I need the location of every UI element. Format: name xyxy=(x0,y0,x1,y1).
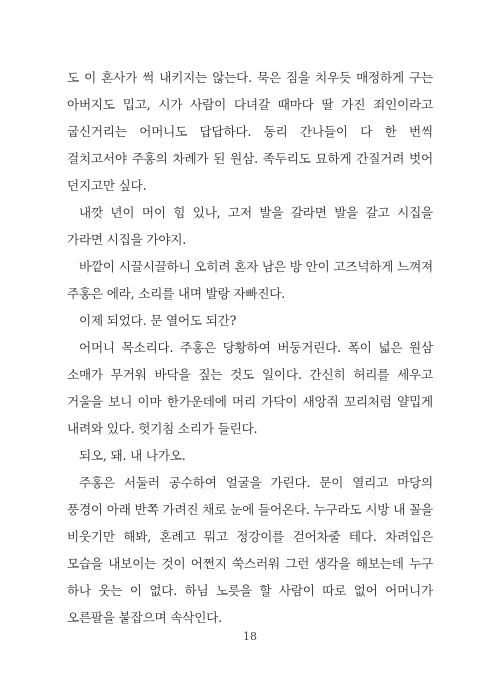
paragraph: 주홍은 서둘러 공수하여 얼굴을 가린다. 문이 열리고 마당의 풍경이 아래 반쪽 가려진 채로 눈에 들어온다. 누구라도 시방 내 꼴을 비웃기만 해봐, 혼례고 뭐고 정강이를 걷어차줄 테다. 차려입은 모습을 내보이는 것이 어쩐지 쑥스러워 그런 생각을 해보는데 누구 하나 웃는 이 없다. 하님 노릇을 할 사람이 따로 없어 어머니가 오른팔을 붙잡으며 속삭인다. xyxy=(67,475,433,625)
paragraph: 바깥이 시끌시끌하니 오히려 혼자 남은 방 안이 고즈넉하게 느껴져 주홍은 에라, 소리를 내며 발랑 자빠진다. xyxy=(67,259,433,301)
paragraph: 되오, 돼. 내 나가오. xyxy=(79,448,186,463)
body-text xyxy=(67,64,433,631)
paragraph: 내깟 년이 머이 힘 있나, 고저 발을 갈라면 발을 갈고 시집을 가라면 시집을 가야지. xyxy=(67,205,433,247)
paragraph: 어머니 목소리다. 주홍은 당황하여 버둥거린다. 폭이 넓은 원삼 소매가 무거워 바닥을 짚는 것도 일이다. 간신히 허리를 세우고 거울을 보니 이마 한가운데에 머리 가닥이 새앙쥐 꼬리처럼 얄밉게 내려와 있다. 헛기침 소리가 들린다. xyxy=(67,340,433,436)
page-number: 18 xyxy=(243,630,257,643)
paragraph-continued: 도 이 혼사가 썩 내키지는 않는다. 묵은 짐을 치우듯 매정하게 구는 아버지도 밉고, 시가 사람이 다녀갈 때마다 딸 가진 죄인이라고 굽신거리는 어머니도 답답하다. 동리 간나들이 다 한 번씩 걸치고서야 주홍의 차례가 된 원삼. 족두리도 묘하게 간질거려 벗어 던지고만 싶다. xyxy=(67,70,433,193)
paragraph: 이제 되었다. 문 열어도 되간? xyxy=(79,313,237,328)
